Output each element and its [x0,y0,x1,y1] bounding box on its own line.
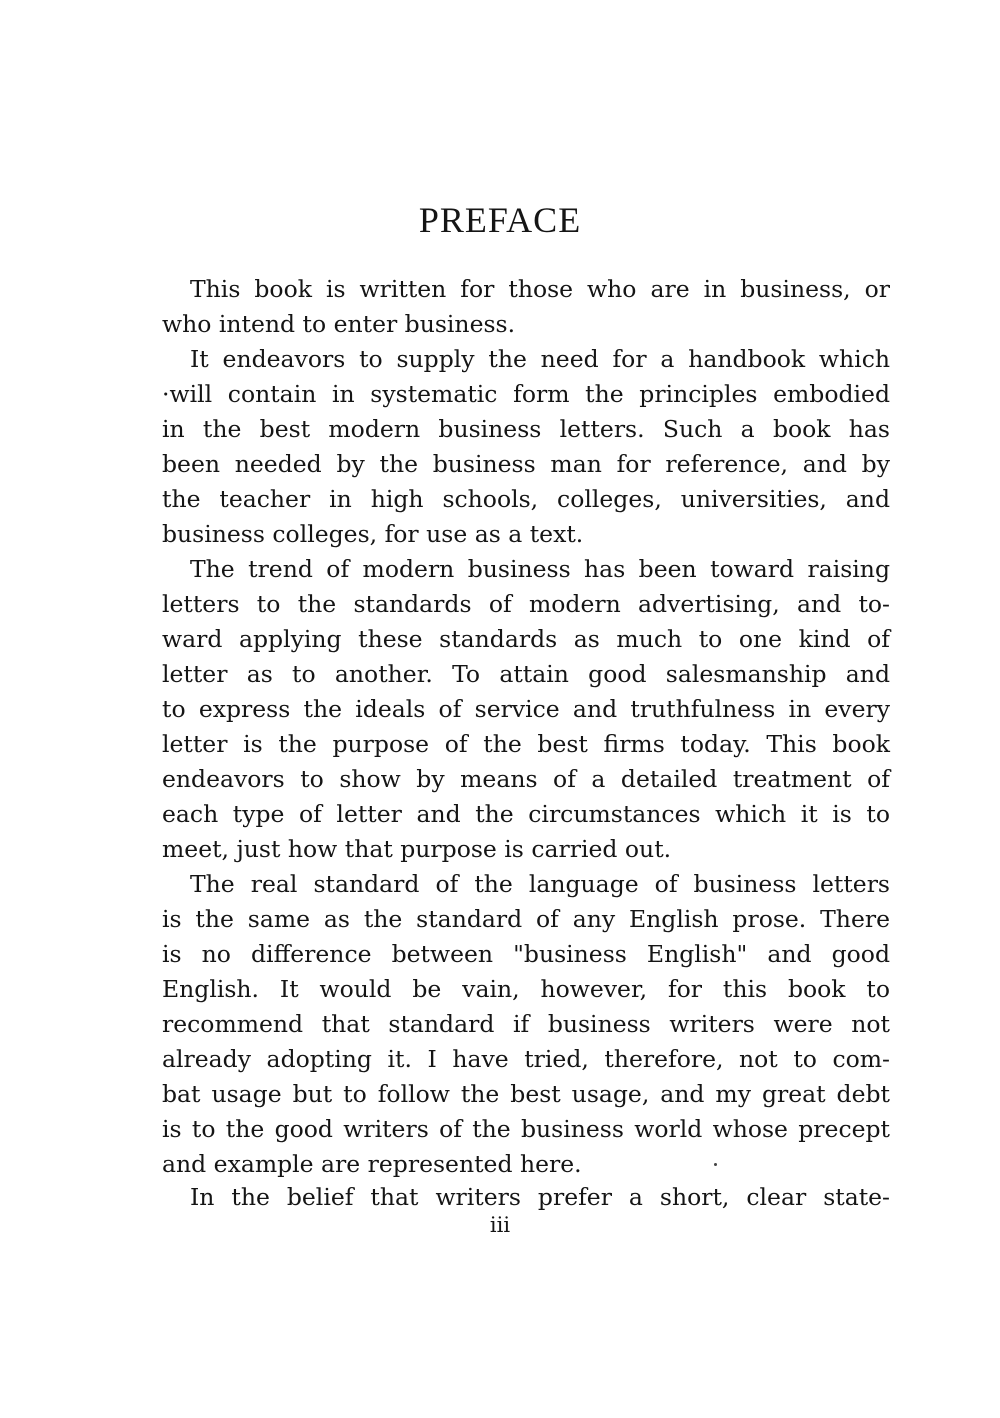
page-number: iii [489,1213,511,1237]
text-line: This book is written for those who are in business, or [190,275,890,303]
text-line: the teacher in high schools, colleges, universities, and [162,485,890,513]
text-line: English. It would be vain, however, for this book to [162,975,890,1003]
text-line: The real standard of the language of business letters [190,870,890,898]
text-line: recommend that standard if business writers were not [162,1010,890,1038]
text-line: is no difference between "business English" and good [162,940,890,968]
text-line: to express the ideals of service and truthfulness in every [162,695,890,723]
text-line: is to the good writers of the business world whose precept [162,1115,890,1143]
text-line: bat usage but to follow the best usage, and my great debt [162,1080,890,1108]
text-line: letters to the standards of modern advertising, and to- [162,590,890,618]
text-line: in the best modern business letters. Such a book has [162,415,890,443]
text-line: ward applying these standards as much to one kind of [162,625,890,653]
text-line: been needed by the business man for reference, and by [162,450,890,478]
text-line: and example are represented here. [162,1150,582,1178]
text-line: business colleges, for use as a text. [162,520,584,548]
text-line: is the same as the standard of any English prose. There [162,905,890,933]
print-speck [714,1163,717,1166]
text-line: already adopting it. I have tried, therefore, not to com- [162,1045,890,1073]
text-line: letter as to another. To attain good salesmanship and [162,660,890,688]
text-line: who intend to enter business. [162,310,516,338]
text-line: The trend of modern business has been toward raising [190,555,890,583]
text-line: each type of letter and the circumstances which it is to [162,800,890,828]
text-line: endeavors to show by means of a detailed treatment of [162,765,890,793]
page-title: PREFACE [418,200,582,240]
text-line: letter is the purpose of the best firms today. This book [162,730,890,758]
text-line: In the belief that writers prefer a short, clear state- [190,1183,890,1211]
text-line: It endeavors to supply the need for a handbook which [190,345,890,373]
text-line: ·will contain in systematic form the principles embodied [162,380,890,408]
text-line: meet, just how that purpose is carried out. [162,835,672,863]
